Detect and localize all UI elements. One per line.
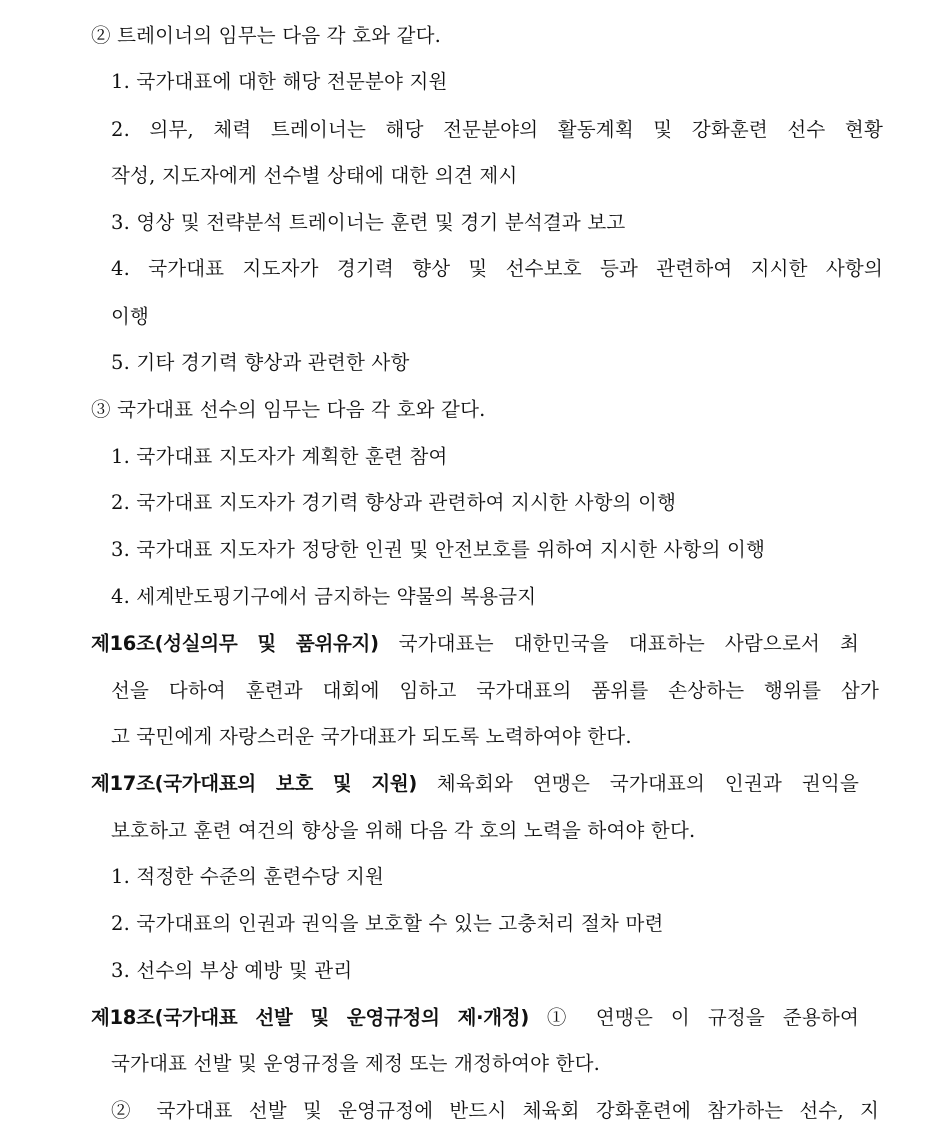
article-16: [91, 631, 859, 657]
article-16-heading: 제16조(성실의무 및 품위유지): [91, 632, 379, 655]
list-item: 2. 국가대표 지도자가 경기력 향상과 관련하여 지시한 사항의 이행: [111, 491, 677, 514]
list-item: 3. 영상 및 전략분석 트레이너는 훈련 및 경기 분석결과 보고: [111, 211, 626, 234]
article-17-heading: 제17조(국가대표의 보호 및 지원): [91, 772, 418, 795]
list-item: 1. 국가대표에 대한 해당 전문분야 지원: [111, 70, 448, 93]
list-item-continuation: 이행: [111, 305, 150, 328]
article-16-continuation: 고 국민에게 자랑스러운 국가대표가 되도록 노력하여야 한다.: [111, 725, 632, 748]
paragraph-2-trainer-duties: ② 트레이너의 임무는 다음 각 호와 같다.: [91, 24, 442, 47]
article-18-heading: 제18조(국가대표 선발 및 운영규정의 제·개정): [91, 1006, 529, 1029]
article-17: [91, 771, 859, 797]
list-item: 3. 선수의 부상 예방 및 관리: [111, 959, 353, 982]
paragraph-3-athlete-duties: ③ 국가대표 선수의 임무는 다음 각 호와 같다.: [91, 398, 486, 421]
list-item-continuation: 작성, 지도자에게 선수별 상태에 대한 의견 제시: [111, 164, 518, 187]
list-item: 5. 기타 경기력 향상과 관련한 사항: [111, 351, 410, 374]
article-18-paragraph-2: ② 국가대표 선발 및 운영규정에 반드시 체육회 강화훈련에 참가하는 선수, 지: [111, 1099, 879, 1122]
list-item: 2. 국가대표의 인권과 권익을 보호할 수 있는 고충처리 절차 마련: [111, 912, 664, 935]
article-16-continuation: 선을 다하여 훈련과 대회에 임하고 국가대표의 품위를 손상하는 행위를 삼가: [111, 679, 879, 702]
list-item: 3. 국가대표 지도자가 정당한 인권 및 안전보호를 위하여 지시한 사항의 이행: [111, 538, 766, 561]
article-17-text: 체육회와 연맹은 국가대표의 인권과 권익을: [417, 772, 859, 795]
list-item: 1. 적정한 수준의 훈련수당 지원: [111, 865, 385, 888]
list-item: 4. 국가대표 지도자가 경기력 향상 및 선수보호 등과 관련하여 지시한 사항의: [111, 257, 883, 280]
article-18-text: ① 연맹은 이 규정을 준용하여: [528, 1006, 859, 1029]
article-16-text: 국가대표는 대한민국을 대표하는 사람으로서 최: [378, 632, 859, 655]
article-17-continuation: 보호하고 훈련 여건의 향상을 위해 다음 각 호의 노력을 하여야 한다.: [111, 819, 696, 842]
list-item: 1. 국가대표 지도자가 계획한 훈련 참여: [111, 445, 448, 468]
article-18-continuation: 국가대표 선발 및 운영규정을 제정 또는 개정하여야 한다.: [111, 1052, 601, 1075]
article-18: [91, 1005, 859, 1031]
list-item: 2. 의무, 체력 트레이너는 해당 전문분야의 활동계획 및 강화훈련 선수 현황: [111, 118, 883, 141]
list-item: 4. 세계반도핑기구에서 금지하는 약물의 복용금지: [111, 585, 537, 608]
